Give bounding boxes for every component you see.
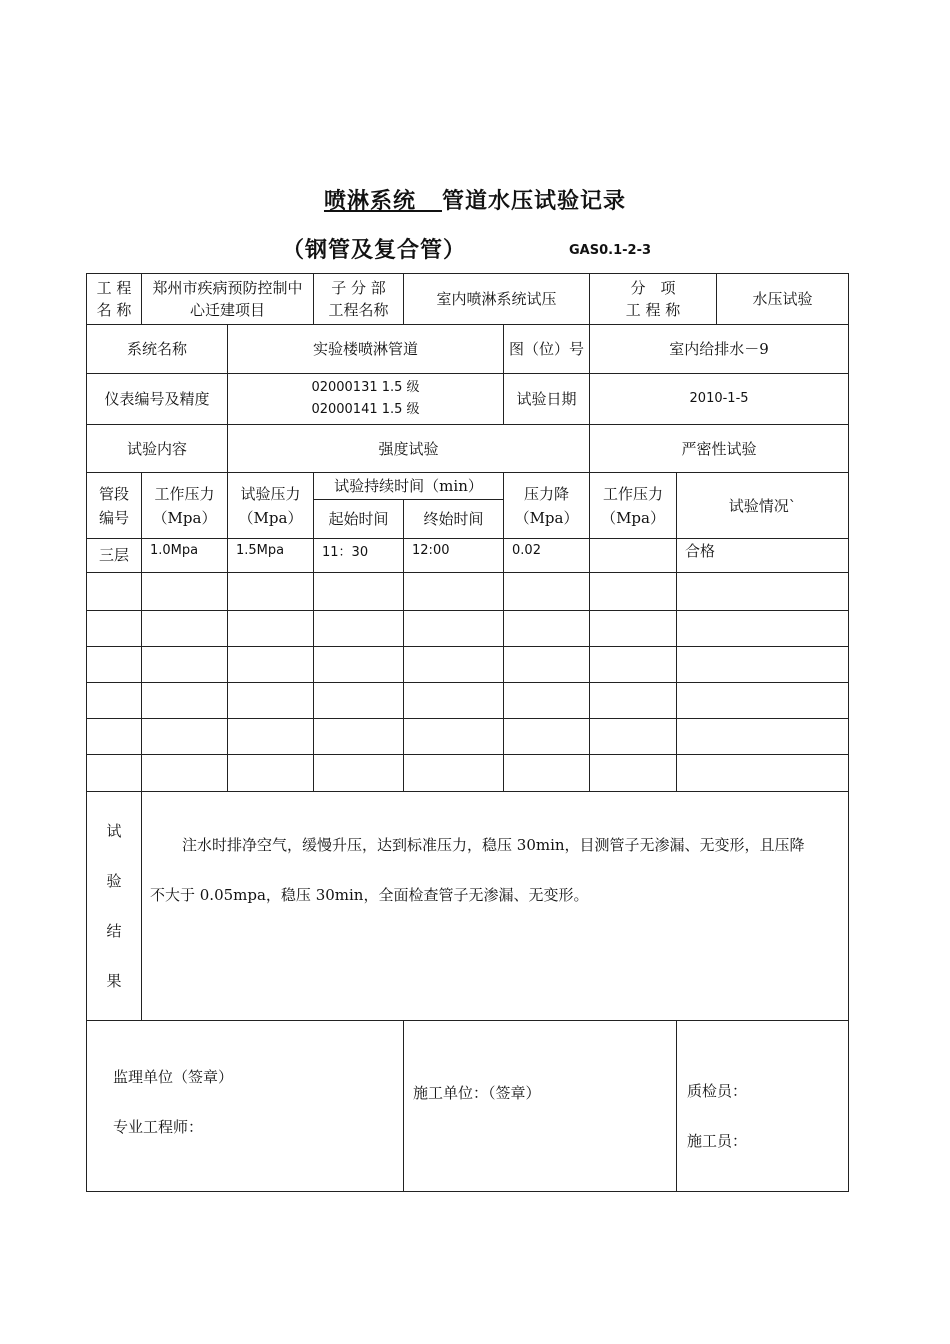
- col-duration: 试验持续时间（min）: [314, 473, 504, 500]
- content-label: 试验内容: [87, 425, 228, 473]
- col-work-pressure: 工作压力 （Mpa）: [142, 473, 228, 539]
- tightness-label: 严密性试验: [590, 425, 849, 473]
- document-subtitle: （钢管及复合管）: [282, 237, 467, 263]
- project-value: 郑州市疾病预防控制中心迁建项目: [142, 274, 314, 325]
- inspector-cell: [677, 1021, 849, 1192]
- col-start-time: 起始时间: [314, 500, 404, 539]
- pressure-test-form: [86, 273, 849, 1192]
- instrument-value-2: 02000141 1.5 级: [311, 402, 420, 417]
- drawing-label: 图（位）号: [504, 325, 590, 374]
- result-label-char: 试: [106, 822, 122, 840]
- table-row: [87, 611, 849, 647]
- cell-work-pressure: 1.0Mpa: [142, 539, 228, 573]
- table-row: [87, 647, 849, 683]
- result-label-char: 结: [106, 922, 122, 940]
- table-row: [87, 573, 849, 611]
- table-row: [87, 755, 849, 792]
- cell-test-pressure: 1.5Mpa: [228, 539, 314, 573]
- table-row: [87, 539, 849, 573]
- table-row: [87, 683, 849, 719]
- supervisor-unit-label: 监理单位（签章）: [113, 1068, 234, 1086]
- drawing-value: 室内给排水－9: [590, 325, 849, 374]
- inspector-label: 质检员：: [687, 1082, 748, 1100]
- col-pressure-drop: 压力降 （Mpa）: [504, 473, 590, 539]
- item-label: 分 项 工 程 称: [590, 274, 717, 325]
- supervisor-cell: [87, 1021, 404, 1192]
- engineer-label: 专业工程师：: [113, 1118, 204, 1136]
- date-label: 试验日期: [504, 374, 590, 425]
- subsection-label: 子 分 部 工程名称: [314, 274, 404, 325]
- cell-pressure-drop: 0.02: [504, 539, 590, 573]
- result-text: [142, 792, 849, 1021]
- col-test-pressure: 试验压力 （Mpa）: [228, 473, 314, 539]
- subsection-value: 室内喷淋系统试压: [404, 274, 590, 325]
- col-end-time: 终始时间: [404, 500, 504, 539]
- result-label-char: 果: [106, 972, 122, 990]
- cell-work-pressure-2: [590, 539, 677, 573]
- construction-cell: [404, 1021, 677, 1192]
- instrument-value: [228, 374, 504, 425]
- instrument-label: 仪表编号及精度: [87, 374, 228, 425]
- system-label: 系统名称: [87, 325, 228, 374]
- strength-label: 强度试验: [228, 425, 590, 473]
- item-value: 水压试验: [717, 274, 849, 325]
- project-label: 工 程 名 称: [87, 274, 142, 325]
- cell-start-time: 11：30: [314, 539, 404, 573]
- cell-end-time: 12:00: [404, 539, 504, 573]
- col-segment: 管段 编号: [87, 473, 142, 539]
- result-text-line-1: 注水时排净空气，缓慢升压，达到标准压力，稳压 30min，目测管子无渗漏、无变形，且压降: [182, 836, 805, 854]
- title-main: 管道水压试验记录: [441, 188, 626, 214]
- col-work-pressure-2: 工作压力 （Mpa）: [590, 473, 677, 539]
- construction-unit-label: 施工单位：（签章）: [413, 1084, 541, 1102]
- document-title: [0, 184, 950, 215]
- result-label: [87, 792, 142, 1021]
- col-status: 试验情况`: [677, 473, 849, 539]
- worker-label: 施工员：: [687, 1132, 748, 1150]
- title-system: 喷淋系统: [323, 188, 416, 214]
- result-label-char: 验: [106, 872, 122, 890]
- table-row: [87, 719, 849, 755]
- system-value: 实验楼喷淋管道: [228, 325, 504, 374]
- form-code: GAS0.1-2-3: [569, 243, 652, 258]
- result-text-line-2: 不大于 0.05mpa，稳压 30min，全面检查管子无渗漏、无变形。: [150, 886, 589, 904]
- instrument-value-1: 02000131 1.5 级: [311, 380, 420, 395]
- cell-status: 合格: [677, 539, 849, 573]
- date-value: 2010-1-5: [590, 374, 849, 425]
- cell-segment: 三层: [87, 539, 142, 573]
